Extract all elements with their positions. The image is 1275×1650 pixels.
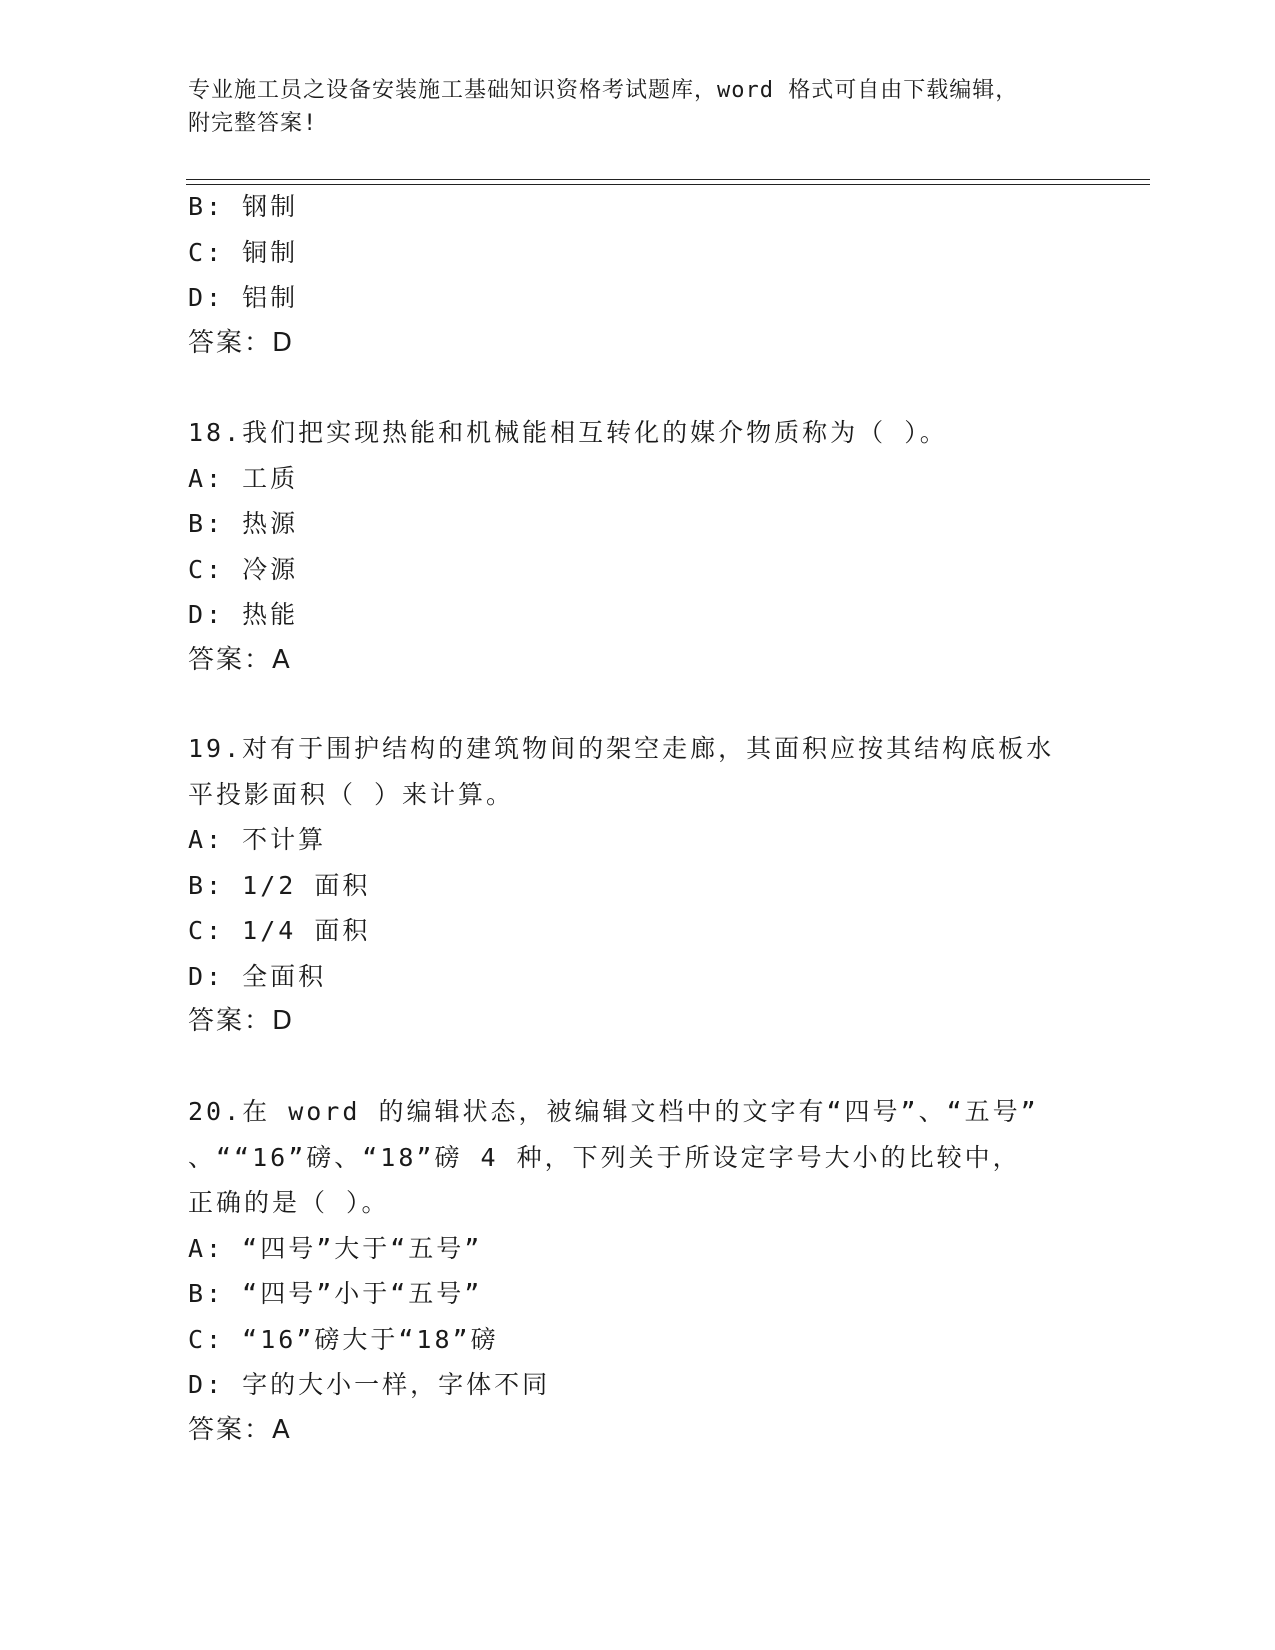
option-c: C: 铜制 bbox=[188, 237, 299, 267]
option-b: B: 钢制 bbox=[188, 192, 299, 221]
header-line-2: 附完整答案! bbox=[188, 111, 318, 136]
document-header bbox=[188, 74, 1088, 140]
option-c: C: 冷源 bbox=[188, 554, 299, 584]
option-b: B: 热源 bbox=[188, 509, 299, 538]
answer: 答案：D bbox=[188, 1006, 295, 1036]
question-text-line-1: 19.对有于围护结构的建筑物间的架空走廊，其面积应按其结构底板水 bbox=[188, 734, 1055, 763]
question-text-line-3: 正确的是（ ）。 bbox=[188, 1188, 390, 1217]
option-c: C: 1/4 面积 bbox=[188, 916, 371, 945]
option-a: A: 工质 bbox=[188, 463, 299, 493]
question-text: 18.我们把实现热能和机械能相互转化的媒介物质称为（ ）。 bbox=[188, 418, 948, 447]
question-17-tail bbox=[188, 184, 1108, 366]
question-19 bbox=[188, 726, 1108, 1045]
option-d: D: 字的大小一样，字体不同 bbox=[188, 1370, 551, 1399]
option-d: D: 铝制 bbox=[188, 283, 299, 312]
header-rule-top bbox=[186, 179, 1150, 180]
question-text-line-1: 20.在 word 的编辑状态，被编辑文档中的文字有“四号”、“五号” bbox=[188, 1097, 1039, 1126]
option-d: D: 全面积 bbox=[188, 961, 327, 991]
question-text-line-2: 、““16”磅、“18”磅 4 种，下列关于所设定字号大小的比较中， bbox=[188, 1142, 1021, 1172]
answer: 答案：D bbox=[188, 327, 295, 358]
question-20 bbox=[188, 1089, 1108, 1453]
answer: 答案：A bbox=[188, 644, 292, 675]
option-c: C: “16”磅大于“18”磅 bbox=[188, 1324, 499, 1354]
option-d: D: 热能 bbox=[188, 600, 299, 629]
question-text-line-2: 平投影面积（ ）来计算。 bbox=[188, 779, 515, 809]
answer: 答案：A bbox=[188, 1414, 292, 1445]
question-18 bbox=[188, 410, 1108, 683]
option-a: A: 不计算 bbox=[188, 825, 327, 854]
option-b: B: “四号”小于“五号” bbox=[188, 1279, 483, 1308]
option-a: A: “四号”大于“五号” bbox=[188, 1233, 483, 1263]
option-b: B: 1/2 面积 bbox=[188, 870, 371, 900]
header-line-1: 专业施工员之设备安装施工基础知识资格考试题库，word 格式可自由下载编辑， bbox=[188, 78, 1019, 103]
